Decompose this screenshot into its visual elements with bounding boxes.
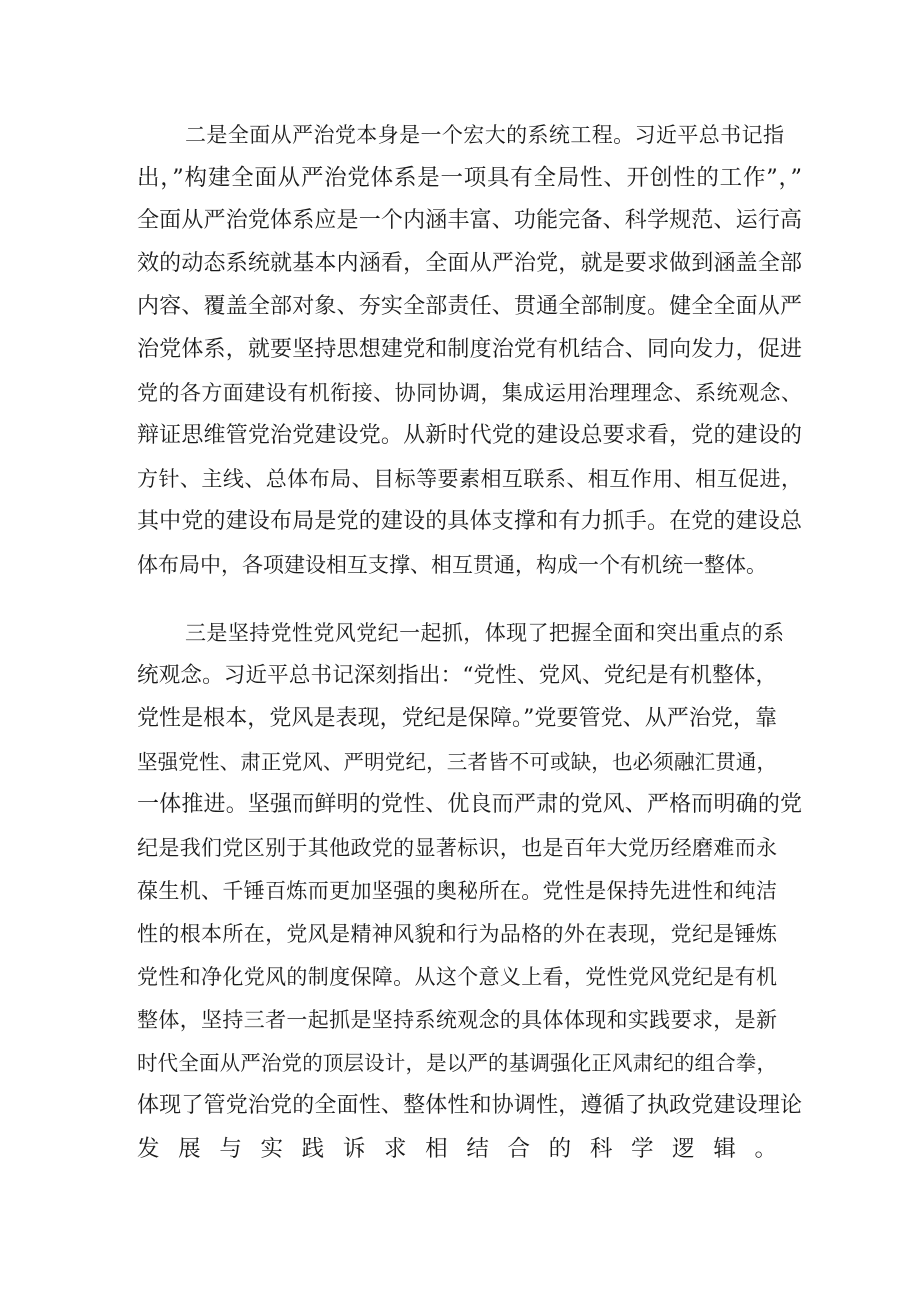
text-line: 其中党的建设布局是党的建设的具体支撑和有力抓手。在党的建设总 [137, 509, 802, 534]
text-line: 整体，坚持三者一起抓是坚持系统观念的具体体现和实践要求，是新 [137, 1008, 777, 1032]
text-line: 体现了管党治党的全面性、整体性和协调性，遵循了执政党建设理论 [137, 1093, 802, 1118]
text-line: 内容、覆盖全部对象、夯实全部责任、贯通全部制度。健全全面从严 [137, 294, 802, 319]
text-line: 体布局中，各项建设相互支撑、相互贯通，构成一个有机统一整体。 [137, 553, 767, 577]
text-line: 党性是根本，党风是表现，党纪是保障。”党要管党、从严治党，靠 [137, 706, 777, 731]
text-line: 效的动态系统就基本内涵看，全面从严治党，就是要求做到涵盖全部 [137, 251, 802, 276]
text-line: 方针、主线、总体布局、目标等要素相互联系、相互作用、相互促进， [137, 467, 802, 491]
text-line: 党的各方面建设有机衔接、协同协调，集成运用治理理念、系统观念、 [137, 381, 802, 405]
text-line: 发展与实践诉求相结合的科学逻辑。 [137, 1136, 777, 1162]
text-line: 坚强党性、肃正党风、严明党纪，三者皆不可或缺，也必须融汇贯通， [137, 750, 777, 774]
text-line: 统观念。习近平总书记深刻指出：“党性、党风、党纪是有机整体， [137, 663, 777, 688]
text-line: 党性和净化党风的制度保障。从这个意义上看，党性党风党纪是有机 [137, 965, 777, 989]
text-line: 纪是我们党区别于其他政党的显著标识，也是百年大党历经磨难而永 [137, 836, 777, 860]
text-line: 性的根本所在，党风是精神风貌和行为品格的外在表现，党纪是锤炼 [137, 922, 777, 946]
text-line: 全面从严治党体系应是一个内涵丰富、功能完备、科学规范、运行高 [137, 208, 802, 233]
text-line: 辩证思维管党治党建设党。从新时代党的建设总要求看，党的建设的 [137, 423, 802, 448]
text-line: 治党体系，就要坚持思想建党和制度治党有机结合、同向发力，促进 [137, 337, 802, 362]
text-line: 时代全面从严治党的顶层设计，是以严的基调强化正风肃纪的组合拳， [137, 1051, 777, 1075]
text-line: 葆生机、千锤百炼而更加坚强的奥秘所在。党性是保持先进性和纯洁 [137, 879, 777, 903]
text-line: 三是坚持党性党风党纪一起抓，体现了把握全面和突出重点的系 [185, 621, 784, 645]
text-line: 一体推进。坚强而鲜明的党性、优良而严肃的党风、严格而明确的党 [137, 792, 802, 817]
text-line: 二是全面从严治党本身是一个宏大的系统工程。习近平总书记指 [185, 123, 784, 147]
text-line: 出，”构建全面从严治党体系是一项具有全局性、开创性的工作”，” [137, 165, 802, 191]
